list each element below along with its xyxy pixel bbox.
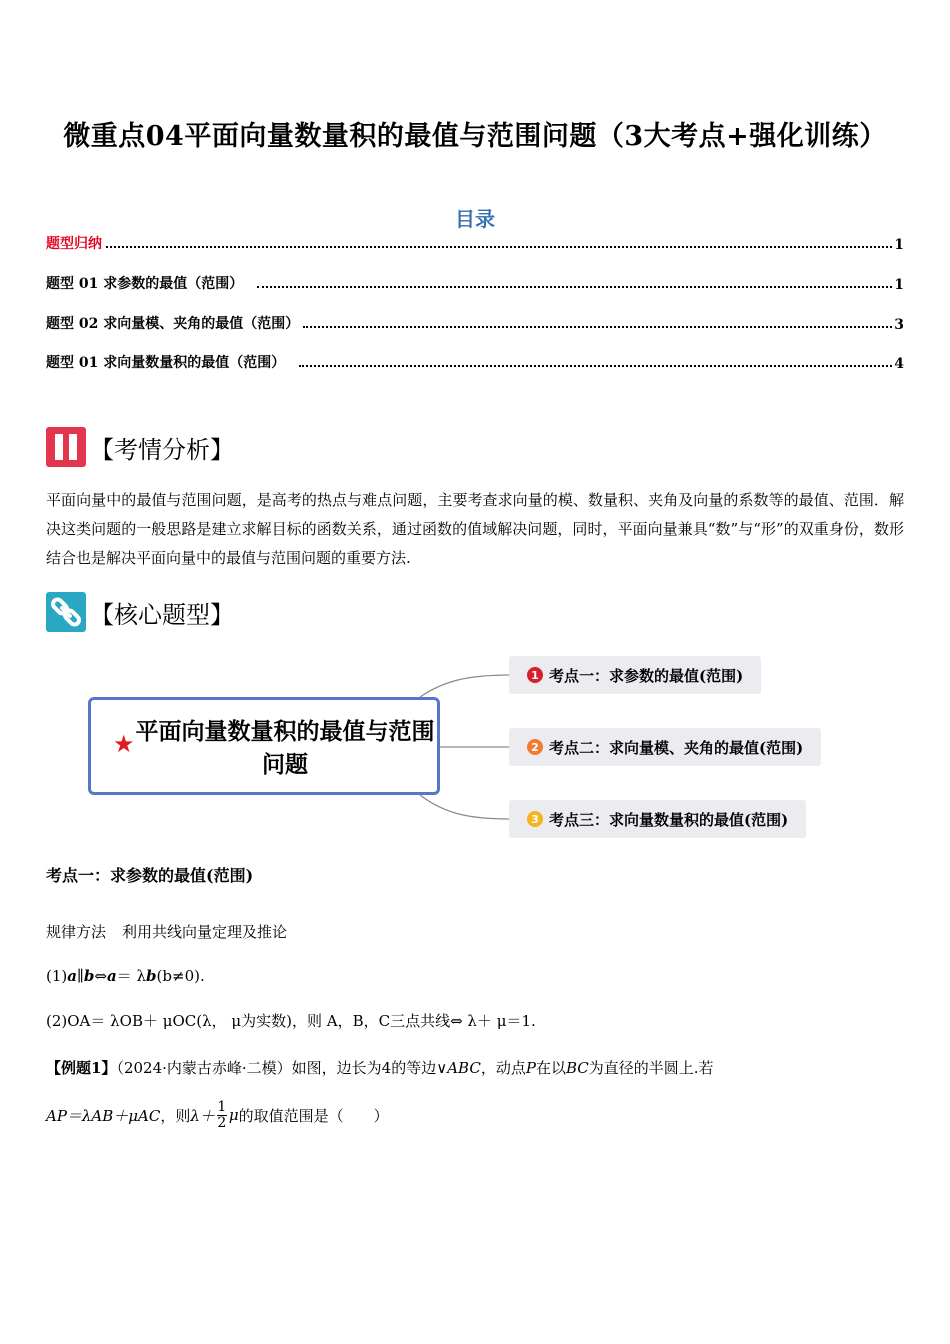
example-text: 为直径的半圆上.若 xyxy=(588,1059,714,1077)
example-text: ，动点 xyxy=(480,1059,526,1077)
example-line-1 xyxy=(46,1057,714,1078)
number-3-icon: 3 xyxy=(527,811,543,827)
rule-text: ⇔ xyxy=(94,967,107,985)
mindmap-branch-label: 考点一：求参数的最值(范围) xyxy=(549,666,744,685)
vector-b: b xyxy=(146,967,157,985)
core-title: 【核心题型】 xyxy=(90,600,234,629)
fraction-numerator: 1 xyxy=(217,1098,227,1115)
kaodian1-heading: 考点一：求参数的最值(范围) xyxy=(46,866,254,885)
segment-bc: BC xyxy=(565,1059,589,1077)
vector-equation: AP＝λAB＋μAC xyxy=(46,1106,161,1125)
fraction xyxy=(217,1100,227,1131)
toc-page-number: 1 xyxy=(894,277,904,293)
mindmap-center-node xyxy=(88,697,440,795)
method-text: 利用共线向量定理及推论 xyxy=(122,923,288,941)
mindmap-center-label: 平面向量数量积的最值与范围问题 xyxy=(135,719,435,778)
mu-term: μ xyxy=(228,1106,239,1124)
example-text: 如图，边长为 xyxy=(291,1059,382,1077)
mindmap-branch-label: 考点三：求向量数量积的最值(范围) xyxy=(549,810,789,829)
toc-item-label: 题型归纳 xyxy=(46,236,102,252)
example-text: 4 xyxy=(381,1059,392,1077)
rule-text: . xyxy=(199,967,205,985)
lambda-term: λ＋ xyxy=(190,1106,215,1125)
mindmap-branch-1[interactable] xyxy=(509,656,761,694)
fraction-denominator: 2 xyxy=(217,1114,227,1131)
toc-page-number: 1 xyxy=(894,237,904,253)
point-p: P xyxy=(525,1059,536,1077)
example-text: ，则 xyxy=(160,1106,191,1125)
example-text: 的等边 xyxy=(391,1059,437,1077)
method-label: 规律方法 xyxy=(46,923,107,941)
mindmap-branch-2[interactable] xyxy=(509,728,821,766)
vector-b: b xyxy=(83,967,95,985)
toc-page-number: 4 xyxy=(894,356,904,372)
star-icon: ★ xyxy=(113,730,135,758)
vector-a: a xyxy=(107,967,117,985)
toc-item-label: 题型 01 求向量数量积的最值（范围） xyxy=(46,355,286,371)
toc-item-label: 题型 02 求向量模、夹角的最值（范围） xyxy=(46,316,300,332)
rule-1 xyxy=(46,965,205,986)
toc-item-label: 题型 01 求参数的最值（范围） xyxy=(46,276,244,292)
example-label: 【例题1】 xyxy=(46,1059,117,1077)
example-text: 的取值范围是（ ） xyxy=(238,1106,389,1125)
toc-heading: 目录 xyxy=(455,207,495,231)
rule-2: (2)OA＝ λOB＋ μOC(λ， μ为实数)，则 A，B，C三点共线⇔ λ＋ μ＝1. xyxy=(46,1012,536,1030)
example-line-2 xyxy=(46,1095,389,1135)
page-title: 微重点04平面向量数量积的最值与范围问题（3大考点+强化训练） xyxy=(63,121,887,152)
method-line xyxy=(46,921,287,942)
number-2-icon: 2 xyxy=(527,739,543,755)
rule-text: ＝ xyxy=(116,967,132,985)
rule-text: (1) xyxy=(46,967,68,985)
mindmap-branch-label: 考点二：求向量模、夹角的最值(范围) xyxy=(549,738,804,757)
triangle-symbol: ∨ABC xyxy=(436,1059,481,1077)
rule-text: λ xyxy=(136,967,147,985)
rule-text: (b≠0) xyxy=(156,967,200,985)
analysis-paragraph: 平面向量中的最值与范围问题，是高考的热点与难点问题，主要考查求向量的模、数量积、夹角及向量的系数等的最值、范围．解决这类问题的一般思路是建立求解目标的函数关系，通过函数的值域解决问题，同时，平面向量兼具“数”与“形”的双重身份，数形结合也是解决平面向量中的最值与范围问题的重要方法. xyxy=(46,491,904,567)
analysis-title: 【考情分析】 xyxy=(90,435,234,464)
mindmap-branch-3[interactable] xyxy=(509,800,806,838)
toc-page-number: 3 xyxy=(894,317,904,333)
example-text: 在以 xyxy=(535,1059,566,1077)
vector-a: a xyxy=(67,967,77,985)
rule-text: ∥ xyxy=(76,967,84,985)
example-source: （2024·内蒙古赤峰·二模） xyxy=(116,1059,292,1077)
number-1-icon: 1 xyxy=(527,667,543,683)
